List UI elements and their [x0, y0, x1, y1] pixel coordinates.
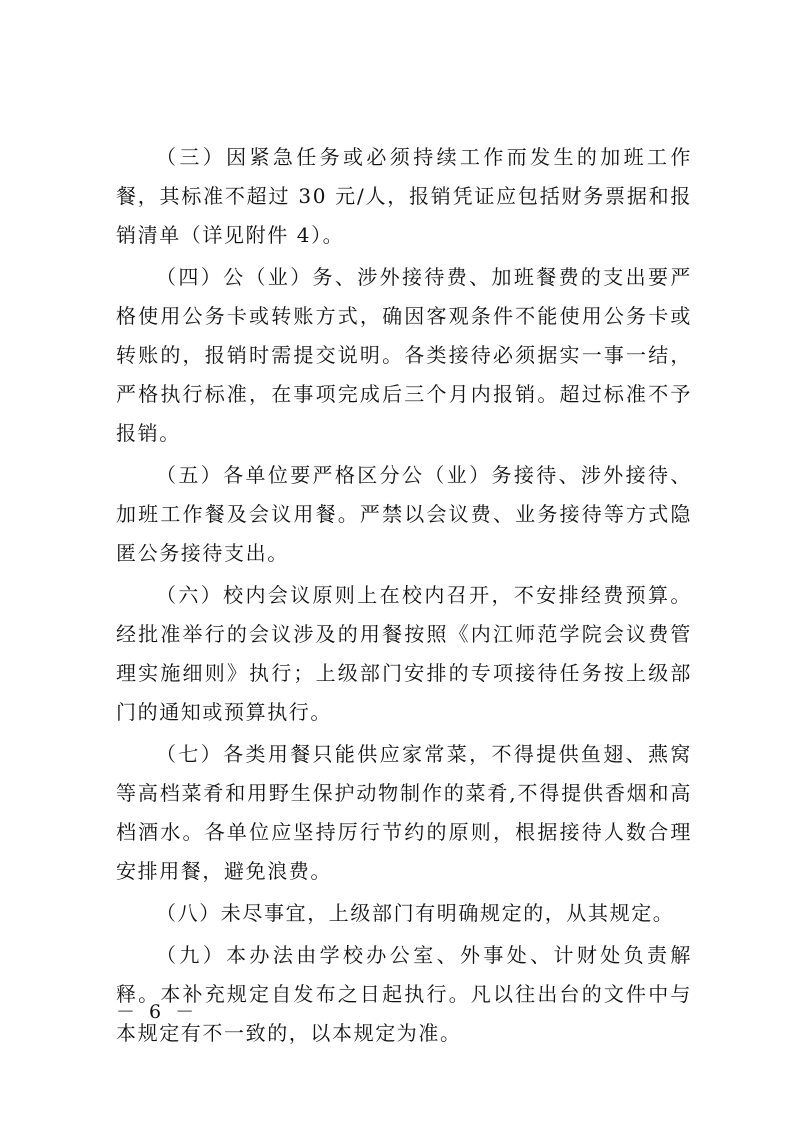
paragraph-item-7: （七）各类用餐只能供应家常菜，不得提供鱼翅、燕窝等高档菜肴和用野生保护动物制作的菜肴,不得提供香烟和高档酒水。各单位应坚持厉行节约的原则，根据接待人数合理安排用餐，避免浪费。 — [116, 742, 692, 883]
paragraph-item-4: （四）公（业）务、涉外接待费、加班餐费的支出要严格使用公务卡或转账方式，确因客观条件不能使用公务卡或转账的，报销时需提交说明。各类接待必须据实一事一结，严格执行标准，在事项完成后三个月内报销。超过标准不予报销。 — [116, 265, 692, 445]
paragraph-item-9: （九）本办法由学校办公室、外事处、计财处负责解释。本补充规定自发布之日起执行。凡以往出台的文件中与本规定有不一致的，以本规定为准。 — [116, 943, 692, 1045]
page-number: － 6 － — [116, 1001, 199, 1023]
paragraph-item-6: （六）校内会议原则上在校内召开，不安排经费预算。经批准举行的会议涉及的用餐按照《内江师范学院会议费管理实施细则》执行；上级部门安排的专项接待任务按上级部门的通知或预算执行。 — [116, 583, 692, 724]
paragraph-item-5: （五）各单位要严格区分公（业）务接待、涉外接待、加班工作餐及会议用餐。严禁以会议费、业务接待等方式隐匿公务接待支出。 — [116, 463, 692, 565]
paragraph-item-8: （八）未尽事宜，上级部门有明确规定的，从其规定。 — [156, 901, 675, 925]
document-body — [116, 138, 692, 1056]
paragraph-item-3: （三）因紧急任务或必须持续工作而发生的加班工作餐，其标准不超过 30 元/人，报销凭证应包括财务票据和报销清单（详见附件 4）。 — [116, 145, 692, 247]
